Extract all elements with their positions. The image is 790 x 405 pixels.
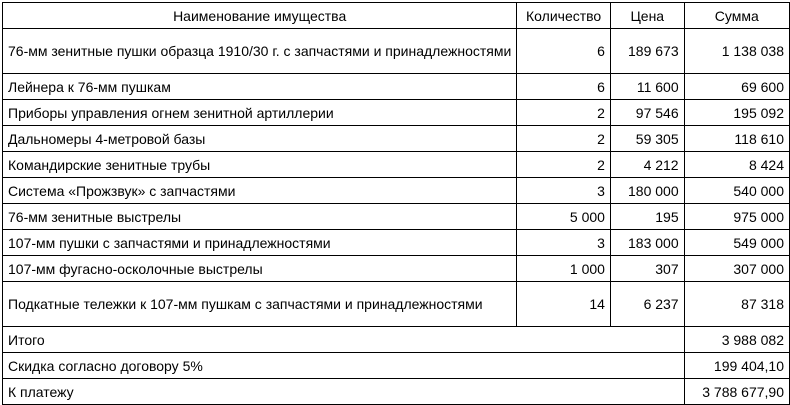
row-name: Подкатные тележки к 107-мм пушкам с запчастями и принадлежностями — [3, 282, 517, 327]
payment-label: К платежу — [3, 379, 685, 405]
table-row — [3, 74, 790, 100]
row-sum: 8 424 — [684, 152, 789, 178]
total-label: Итого — [3, 327, 685, 353]
row-price: 11 600 — [610, 74, 684, 100]
row-qty: 14 — [517, 282, 611, 327]
row-qty: 6 — [517, 74, 611, 100]
table-row — [3, 152, 790, 178]
property-table — [2, 2, 790, 405]
row-name: Дальномеры 4-метровой базы — [3, 126, 517, 152]
row-qty: 2 — [517, 152, 611, 178]
row-qty: 2 — [517, 100, 611, 126]
row-price: 97 546 — [610, 100, 684, 126]
row-name: Система «Прожзвук» с запчастями — [3, 178, 517, 204]
header-price: Цена — [610, 3, 684, 29]
row-sum: 118 610 — [684, 126, 789, 152]
row-qty: 2 — [517, 126, 611, 152]
payment-value: 3 788 677,90 — [684, 379, 789, 405]
row-name: Командирские зенитные трубы — [3, 152, 517, 178]
discount-value: 199 404,10 — [684, 353, 789, 379]
row-sum: 975 000 — [684, 204, 789, 230]
row-sum: 69 600 — [684, 74, 789, 100]
row-price: 195 — [610, 204, 684, 230]
header-qty: Количество — [517, 3, 611, 29]
discount-row — [3, 353, 790, 379]
table-header-row — [3, 3, 790, 29]
header-sum: Сумма — [684, 3, 789, 29]
row-name: 76-мм зенитные пушки образца 1910/30 г. с запчастями и принадлежностями — [3, 29, 517, 74]
row-qty: 1 000 — [517, 256, 611, 282]
row-price: 189 673 — [610, 29, 684, 74]
table-row — [3, 204, 790, 230]
row-sum: 307 000 — [684, 256, 789, 282]
total-value: 3 988 082 — [684, 327, 789, 353]
row-qty: 6 — [517, 29, 611, 74]
header-name: Наименование имущества — [3, 3, 517, 29]
row-name: Лейнера к 76-мм пушкам — [3, 74, 517, 100]
row-name: 107-мм пушки с запчастями и принадлежностями — [3, 230, 517, 256]
row-qty: 3 — [517, 178, 611, 204]
discount-label: Скидка согласно договору 5% — [3, 353, 685, 379]
row-qty: 3 — [517, 230, 611, 256]
total-row — [3, 327, 790, 353]
table-row — [3, 256, 790, 282]
row-qty: 5 000 — [517, 204, 611, 230]
row-sum: 549 000 — [684, 230, 789, 256]
payment-row — [3, 379, 790, 405]
table-row — [3, 29, 790, 74]
table-row — [3, 230, 790, 256]
table-row — [3, 100, 790, 126]
row-sum: 195 092 — [684, 100, 789, 126]
row-name: 76-мм зенитные выстрелы — [3, 204, 517, 230]
row-price: 6 237 — [610, 282, 684, 327]
row-name: Приборы управления огнем зенитной артиллерии — [3, 100, 517, 126]
row-sum: 1 138 038 — [684, 29, 789, 74]
table-row — [3, 126, 790, 152]
row-name: 107-мм фугасно-осколочные выстрелы — [3, 256, 517, 282]
row-price: 4 212 — [610, 152, 684, 178]
table-row — [3, 282, 790, 327]
row-sum: 540 000 — [684, 178, 789, 204]
row-price: 183 000 — [610, 230, 684, 256]
row-price: 59 305 — [610, 126, 684, 152]
table-row — [3, 178, 790, 204]
row-price: 307 — [610, 256, 684, 282]
row-sum: 87 318 — [684, 282, 789, 327]
row-price: 180 000 — [610, 178, 684, 204]
